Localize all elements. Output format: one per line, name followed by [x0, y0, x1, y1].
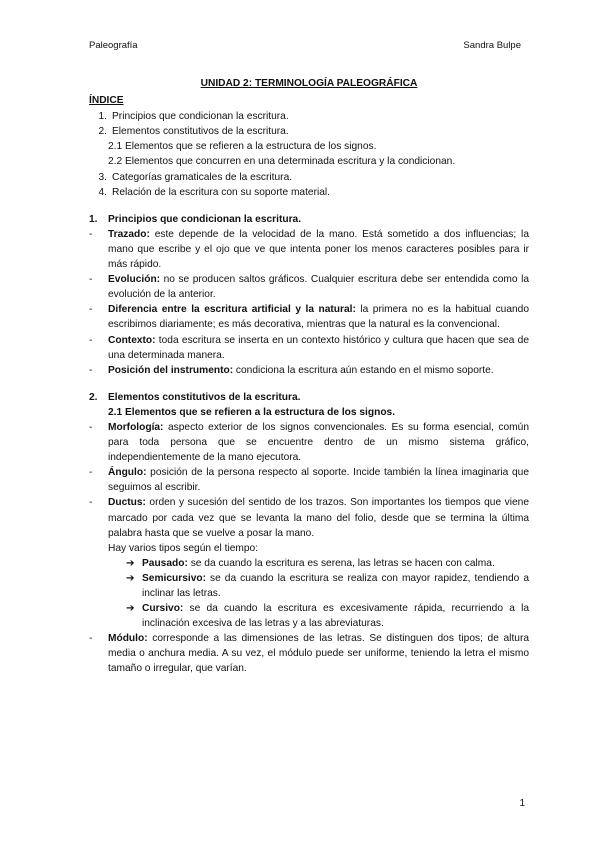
index-subitem: 2.1 Elementos que se refieren a la estructura de los signos.: [108, 141, 377, 153]
dash-bullet: -: [89, 334, 93, 346]
page-title: UNIDAD 2: TERMINOLOGÍA PALEOGRÁFICA: [200, 78, 418, 89]
definition-term: Trazado:: [108, 228, 150, 240]
index-item-text: Elementos constitutivos de la escritura.: [112, 126, 289, 138]
definition-text: este depende de la velocidad de la mano. Está sometido a dos influencias; la mano que escribe y el ojo que ve que intenta poner los menos caracteres posibles para ir más rápido.: [108, 228, 529, 271]
definition-term: Contexto:: [108, 334, 156, 346]
definition-item: [89, 227, 529, 272]
dash-bullet: -: [89, 274, 93, 286]
arrow-right-icon: ➔: [126, 557, 135, 569]
dash-bullet: -: [89, 304, 93, 316]
definition-term: Evolución:: [108, 274, 161, 286]
definition-text: condiciona la escritura aún estando en el mismo soporte.: [233, 364, 494, 376]
index-item-number: 4.: [98, 186, 107, 198]
definition-text: aspecto exterior de los signos convencionales. Es su forma esencial, común para toda persona que se encuentre dentro de un mismo sistema gráfico, independientemente de la mano ejecutora.: [108, 421, 529, 464]
index-item-text: Principios que condicionan la escritura.: [112, 111, 289, 123]
definition-text: posición de la persona respecto al soporte. Incide también la línea imaginaria que seguimos al escribir.: [108, 467, 529, 494]
definition-item: [89, 420, 529, 465]
definition-item: [89, 272, 529, 302]
section-2-title: [89, 390, 529, 405]
definition-item: [89, 333, 529, 363]
type-item: [89, 601, 529, 631]
page-number: 1: [519, 798, 525, 809]
definition-term: Diferencia entre la escritura artificial y la natural:: [108, 304, 356, 316]
subsection-title: 2.1 Elementos que se refieren a la estructura de los signos.: [108, 406, 396, 418]
document-body: [89, 76, 529, 677]
dash-bullet: -: [89, 467, 93, 479]
index-item-number: 2.: [98, 126, 107, 138]
index-item-number: 1.: [98, 111, 107, 123]
arrow-right-icon: ➔: [126, 603, 135, 615]
dash-bullet: -: [89, 633, 93, 645]
definition-item: [89, 495, 529, 540]
section-number: 1.: [89, 213, 98, 225]
definition-text: toda escritura se inserta en un contexto histórico y cultura que hacen que sea de una determinada manera.: [108, 334, 529, 361]
definition-item: [89, 465, 529, 495]
dash-bullet: -: [89, 364, 93, 376]
type-term: Pausado:: [142, 557, 188, 569]
section-title-text: Elementos constitutivos de la escritura.: [108, 391, 301, 403]
definition-term: Ángulo:: [108, 467, 147, 479]
arrow-right-icon: ➔: [126, 572, 135, 584]
definition-text: la primera no es la habitual cuando escribimos diariamente; es más decorativa, mientras que la natural es la convencional.: [108, 304, 530, 331]
section-number: 2.: [89, 391, 98, 403]
header-subject: Paleografía: [89, 40, 138, 51]
definition-term: Módulo:: [108, 633, 148, 645]
index-item-number: 3.: [98, 171, 107, 183]
index-item-text: Relación de la escritura con su soporte material.: [112, 186, 331, 198]
type-item: [89, 556, 529, 571]
definition-text: corresponde a las dimensiones de las letras. Se distinguen dos tipos; de altura media o anchura media. A su vez, el módulo puede ser uniforme, teniendo la letra el mismo tamaño o irregular, que varían.: [108, 633, 529, 675]
index-item: [89, 170, 529, 185]
index-item: [89, 124, 529, 139]
dash-bullet: -: [89, 421, 93, 433]
definition-item: [89, 302, 529, 332]
index-item-text: Categorías gramaticales de la escritura.: [112, 171, 293, 183]
types-intro: Hay varios tipos según el tiempo:: [108, 542, 259, 554]
type-text: se da cuando la escritura se realiza con mayor rapidez, tendiendo a inclinar las letras.: [142, 572, 529, 599]
type-text: se da cuando la escritura es serena, las letras se hacen con calma.: [187, 557, 495, 569]
definition-item: [89, 631, 529, 676]
definition-text: orden y sucesión del sentido de los trazos. Son importantes los tiempos que viene marcado por cada vez que se levanta la mano del folio, desde que se termina la última palabra hasta que se vuelve a posar la mano.: [108, 497, 529, 539]
index-subitem: 2.2 Elementos que concurren en una determinada escritura y la condicionan.: [108, 156, 456, 168]
index-heading: ÍNDICE: [89, 95, 124, 107]
type-term: Semicursivo:: [142, 572, 206, 584]
type-term: Cursivo:: [142, 603, 184, 615]
section-title-text: Principios que condicionan la escritura.: [108, 213, 302, 225]
definition-term: Posición del instrumento:: [108, 364, 234, 376]
section-1-title: [89, 212, 529, 227]
type-text: se da cuando la escritura es excesivamente rápida, recurriendo a la inclinación excesiva de las letras y a las abreviaturas.: [142, 603, 529, 630]
definition-item: [89, 363, 529, 378]
type-item: [89, 571, 529, 601]
index-item: [89, 109, 529, 124]
header-author: Sandra Bulpe: [463, 40, 521, 51]
index-item: [89, 185, 529, 200]
definition-text: no se producen saltos gráficos. Cualquier escritura debe ser entendida como la evolución de la anterior.: [108, 274, 529, 301]
definition-term: Ductus:: [108, 497, 146, 509]
dash-bullet: -: [89, 228, 93, 240]
definition-term: Morfología:: [108, 421, 164, 433]
dash-bullet: -: [89, 497, 93, 509]
